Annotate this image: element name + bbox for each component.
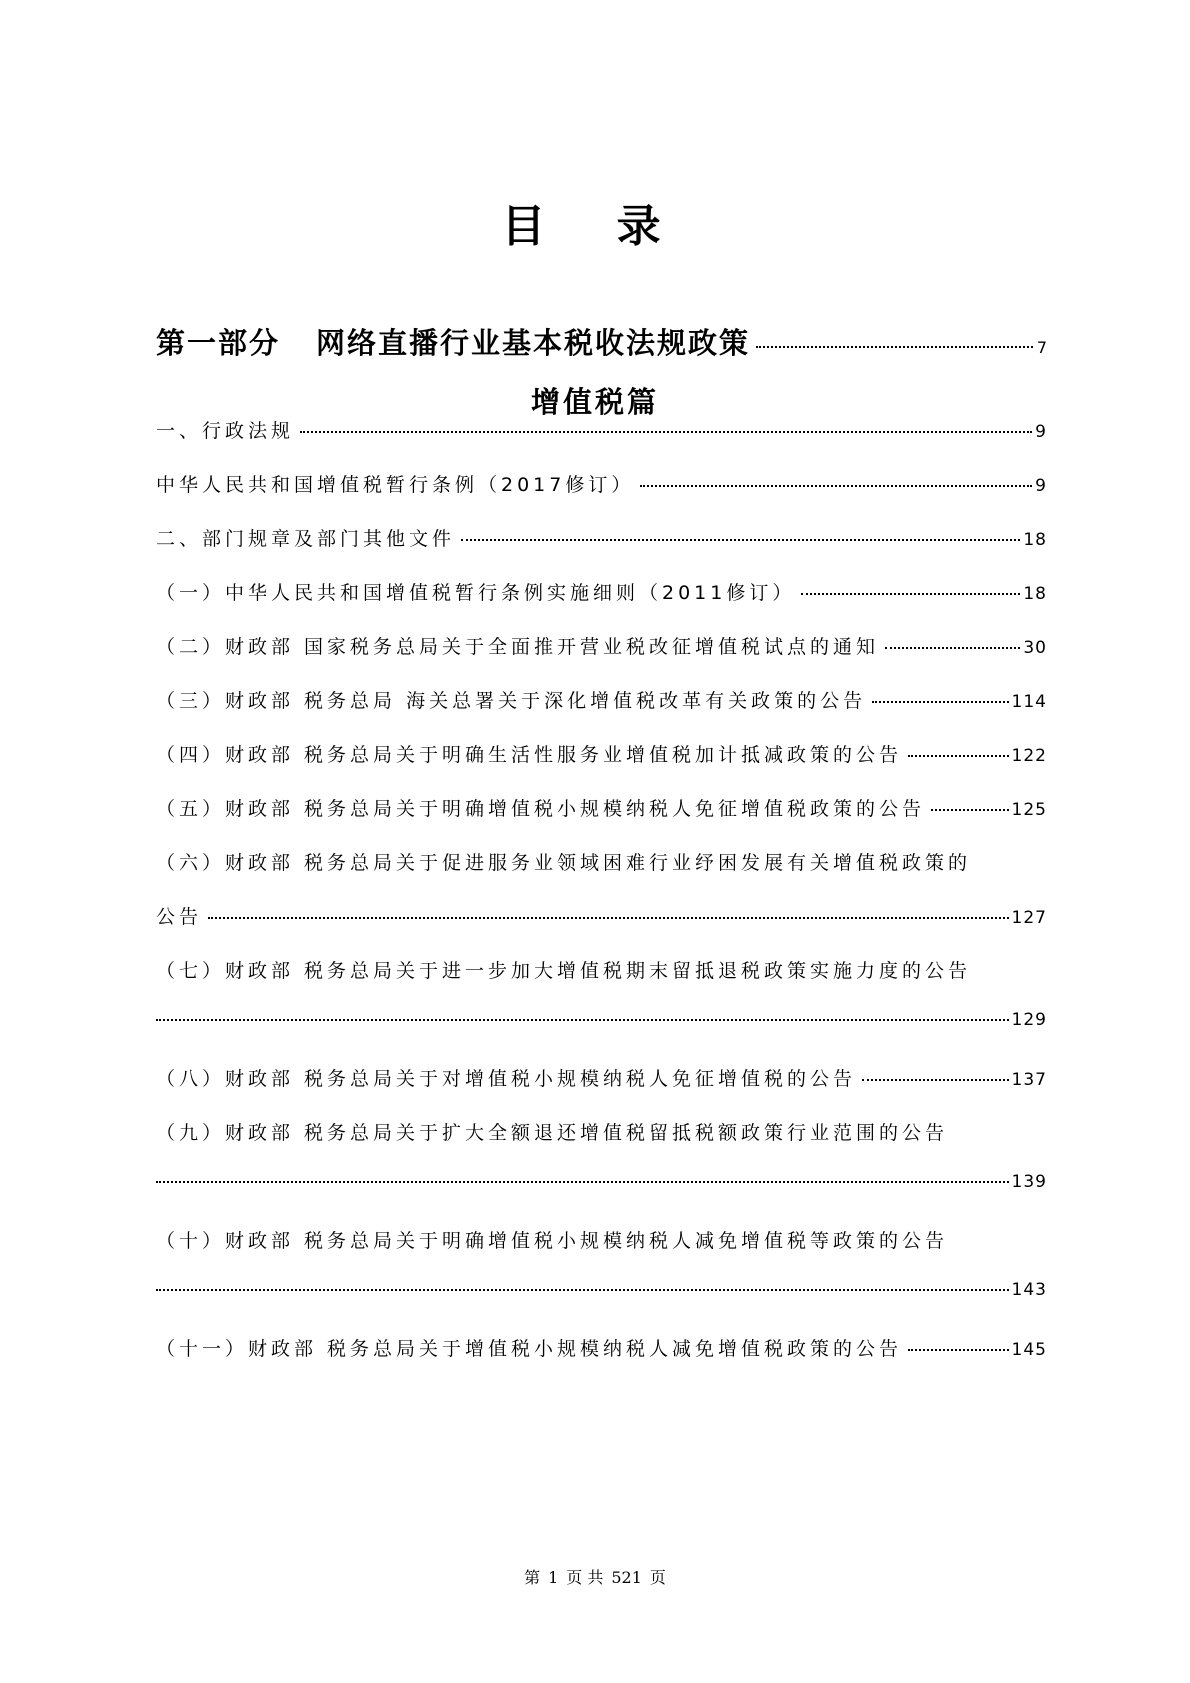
page-number: 125 [1011,800,1047,820]
dot-leader [862,1079,1009,1081]
dot-leader [156,1019,1009,1021]
dot-leader [908,1349,1009,1351]
toc-entry-continuation[interactable] [156,1172,1047,1192]
toc-entry-continuation[interactable] [156,902,1047,929]
page-footer: 第 1 页 共 521 页 [524,1568,666,1587]
toc-entry[interactable] [156,794,1047,821]
page-number: 18 [1023,530,1047,550]
page-number: 122 [1011,746,1047,766]
dot-leader [300,431,1032,433]
entry-text: 二、部门规章及部门其他文件 [156,528,456,550]
entry-text: （八）财政部 税务总局关于对增值税小规模纳税人免征增值税的公告 [156,1068,857,1090]
toc-entry[interactable] [156,1334,1047,1361]
page-number: 18 [1023,584,1047,604]
dot-leader [931,809,1009,811]
page-number: 30 [1023,638,1047,658]
page-number: 145 [1011,1340,1047,1360]
toc-entry[interactable] [156,470,1047,497]
toc-entry[interactable] [156,1118,1047,1145]
page-number: 114 [1011,692,1047,712]
dot-leader [885,647,1020,649]
entry-text: （十）财政部 税务总局关于明确增值税小规模纳税人减免增值税等政策的公告 [156,1230,949,1252]
page-number: 127 [1011,908,1047,928]
toc-entry[interactable] [156,686,1047,713]
toc-entry[interactable] [156,740,1047,767]
toc-title: 目 录 [501,201,689,252]
entry-text: （七）财政部 税务总局关于进一步加大增值税期末留抵退税政策实施力度的公告 [156,960,972,982]
page-number: 129 [1011,1010,1047,1030]
entry-text: （四）财政部 税务总局关于明确生活性服务业增值税加计抵减政策的公告 [156,744,903,766]
entry-text: 中华人民共和国增值税暂行条例（2017修订） [156,474,635,496]
entry-text: （三）财政部 税务总局 海关总署关于深化增值税改革有关政策的公告 [156,690,867,712]
current-page: 1 [548,1568,559,1587]
page-number: 139 [1011,1172,1047,1192]
entry-text-cont: 公告 [156,906,203,928]
toc-entry[interactable] [156,578,1047,605]
dot-leader [461,539,1020,541]
dot-leader [640,485,1032,487]
entry-text: （六）财政部 税务总局关于促进服务业领域困难行业纾困发展有关增值税政策的 [156,852,972,874]
page-number: 7 [1036,338,1047,357]
entry-text: （十一）财政部 税务总局关于增值税小规模纳税人减免增值税政策的公告 [156,1338,903,1360]
dot-leader [872,701,1008,703]
dot-leader [156,1181,1009,1183]
page-number: 9 [1035,422,1047,442]
toc-entry[interactable] [156,524,1047,551]
dot-leader [801,593,1020,595]
entry-text: （九）财政部 税务总局关于扩大全额退还增值税留抵税额政策行业范围的公告 [156,1122,949,1144]
part-name: 网络直播行业基本税收法规政策 [316,326,751,360]
page-number: 143 [1011,1280,1047,1300]
page-number: 9 [1035,476,1047,496]
entry-text: （二）财政部 国家税务总局关于全面推开营业税改征增值税试点的通知 [156,636,880,658]
entry-text: 一、行政法规 [156,420,295,442]
toc-entry-continuation[interactable] [156,1010,1047,1030]
entry-text: （一）中华人民共和国增值税暂行条例实施细则（2011修订） [156,582,796,604]
dot-leader [756,346,1033,348]
toc-entry[interactable] [156,956,1047,983]
toc-entry-continuation[interactable] [156,1280,1047,1300]
toc-entry[interactable] [156,1064,1047,1091]
dot-leader [156,1289,1009,1291]
toc-part-heading[interactable] [156,321,1047,361]
part-label: 第一部分 [156,326,281,360]
total-pages: 521 [611,1568,642,1587]
page-number: 137 [1011,1070,1047,1090]
toc-entry[interactable] [156,1226,1047,1253]
section-heading: 增值税篇 [530,385,659,419]
toc-entry[interactable] [156,848,1047,875]
dot-leader [208,917,1009,919]
toc-entry[interactable] [156,416,1047,443]
toc-entry[interactable] [156,632,1047,659]
entry-text: （五）财政部 税务总局关于明确增值税小规模纳税人免征增值税政策的公告 [156,798,926,820]
dot-leader [908,755,1009,757]
